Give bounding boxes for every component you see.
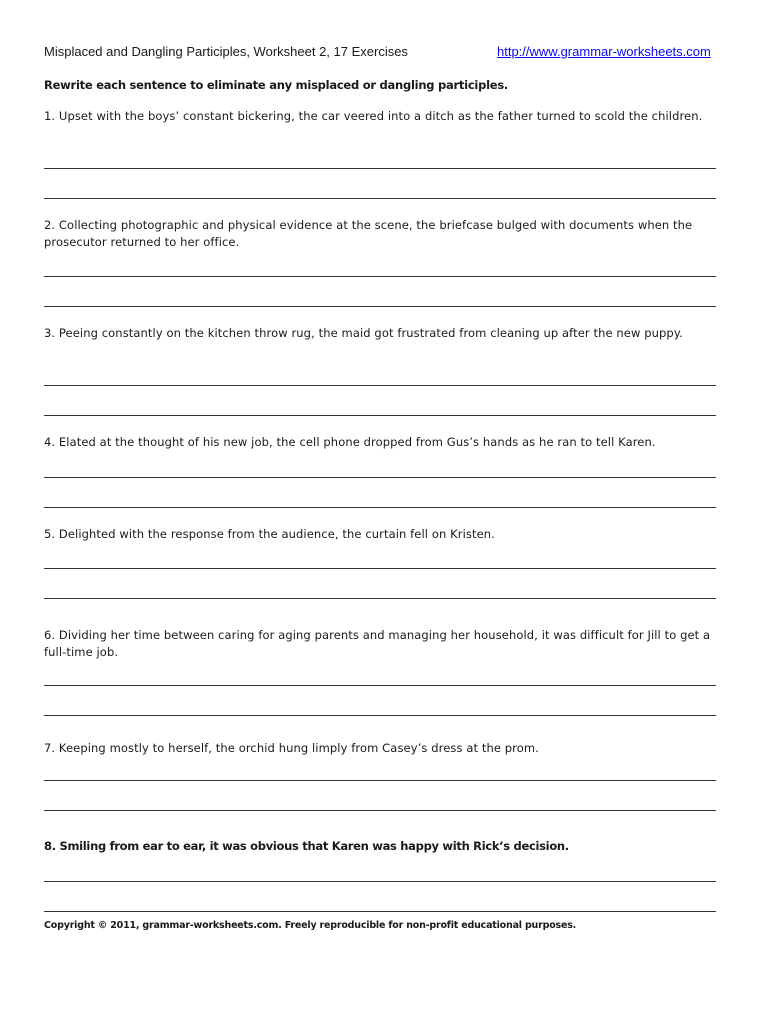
answer-line <box>44 685 716 686</box>
answer-line <box>44 198 716 199</box>
answer-line <box>44 276 716 277</box>
answer-line <box>44 780 716 781</box>
answer-line <box>44 415 716 416</box>
worksheet-title: Misplaced and Dangling Participles, Worksheet 2, 17 Exercises <box>44 44 408 59</box>
answer-line <box>44 881 716 882</box>
answer-line <box>44 810 716 811</box>
exercise-8: 8. Smiling from ear to ear, it was obvious that Karen was happy with Rick’s decision. <box>44 839 569 853</box>
exercise-6: 6. Dividing her time between caring for aging parents and managing her household, it was difficult for Jill to get a full-time job. <box>44 628 711 659</box>
exercise-2: 2. Collecting photographic and physical evidence at the scene, the briefcase bulged with documents when the prosecutor returned to her office. <box>44 218 693 249</box>
exercise-5: 5. Delighted with the response from the audience, the curtain fell on Kristen. <box>44 527 495 541</box>
answer-line <box>44 568 716 569</box>
exercise-1: 1. Upset with the boys’ constant bickering, the car veered into a ditch as the father turned to scold the children. <box>44 109 703 123</box>
exercise-4: 4. Elated at the thought of his new job, the cell phone dropped from Gus’s hands as he ran to tell Karen. <box>44 435 656 449</box>
answer-line <box>44 598 716 599</box>
exercise-7: 7. Keeping mostly to herself, the orchid hung limply from Casey’s dress at the prom. <box>44 741 539 755</box>
copyright-notice: Copyright © 2011, grammar-worksheets.com. Freely reproducible for non-profit educational purposes. <box>44 920 577 931</box>
exercise-3: 3. Peeing constantly on the kitchen throw rug, the maid got frustrated from cleaning up after the new puppy. <box>44 326 683 340</box>
answer-line <box>44 911 716 912</box>
answer-line <box>44 306 716 307</box>
website-link[interactable]: http://www.grammar-worksheets.com <box>497 44 711 59</box>
answer-line <box>44 168 716 169</box>
answer-line <box>44 507 716 508</box>
answer-line <box>44 715 716 716</box>
instructions: Rewrite each sentence to eliminate any misplaced or dangling participles. <box>44 78 509 92</box>
answer-line <box>44 477 716 478</box>
answer-line <box>44 385 716 386</box>
